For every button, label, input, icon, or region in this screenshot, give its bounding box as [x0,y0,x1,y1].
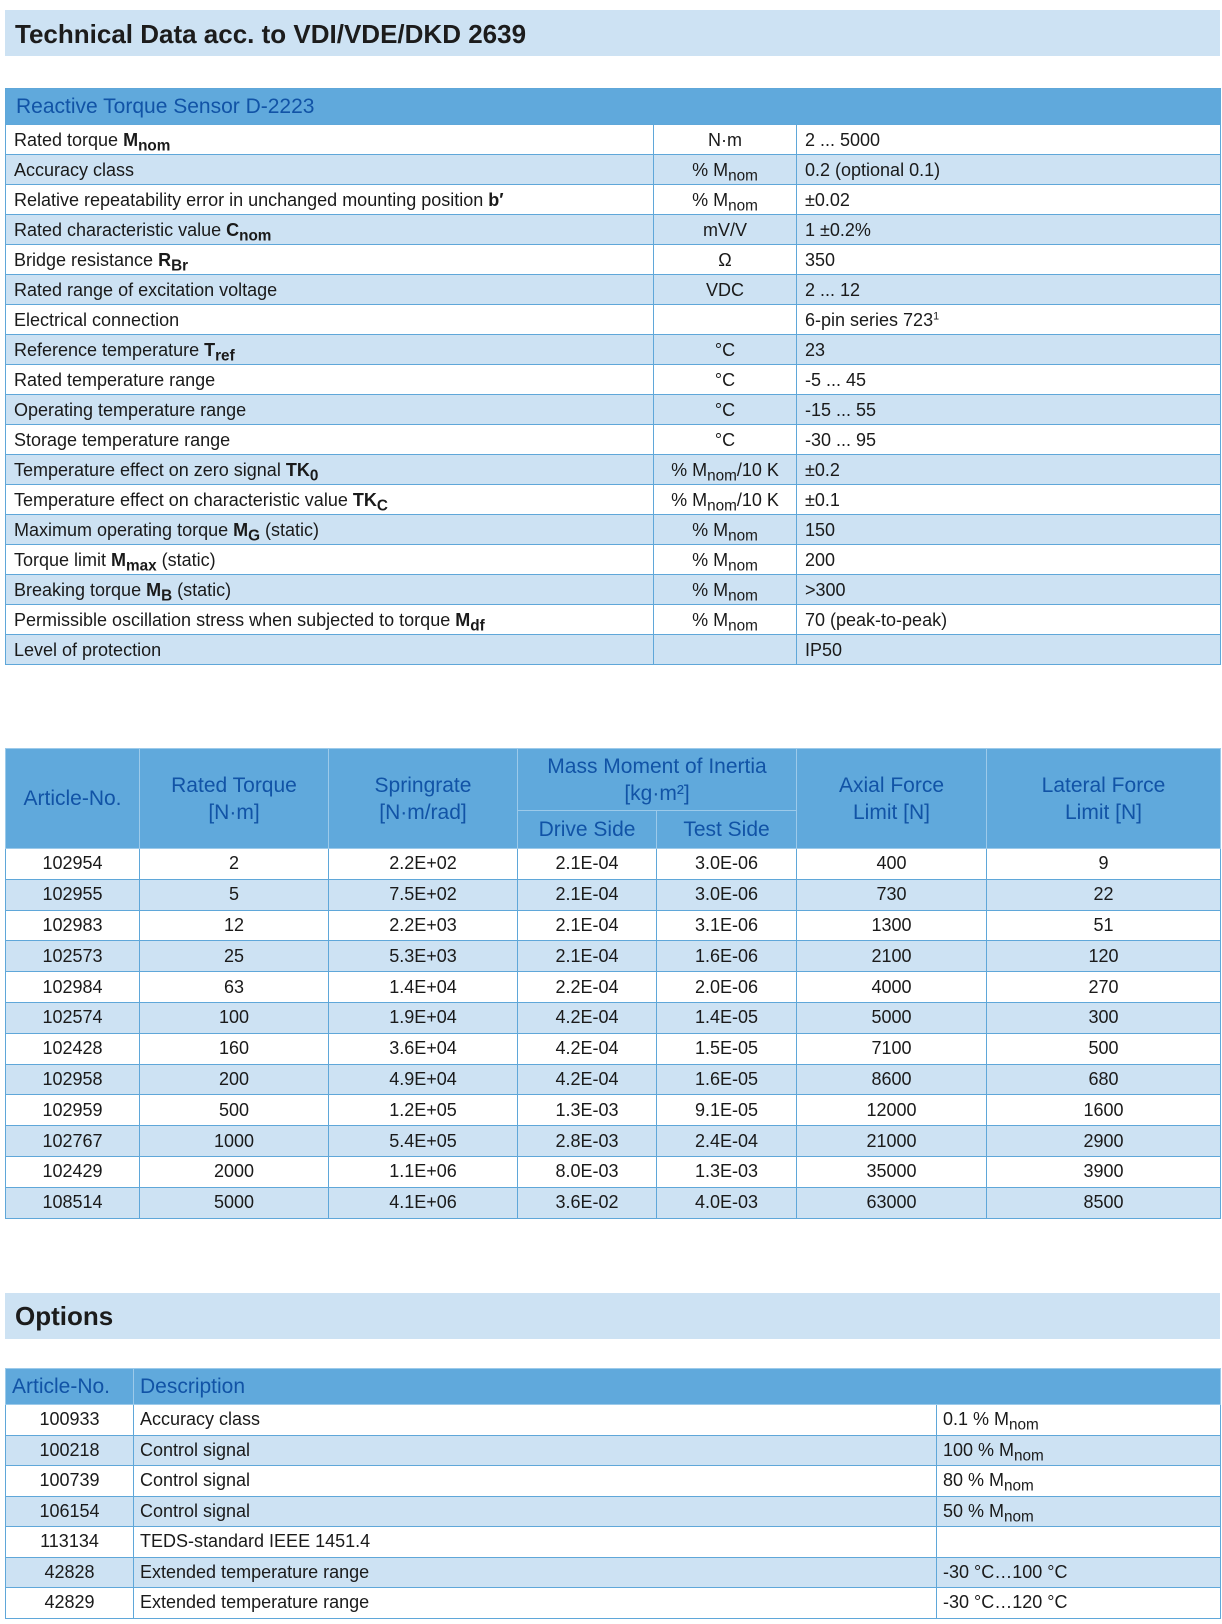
spec-label-text: Maximum operating torque [14,519,234,540]
spec-symbol: $R_{Br}$ [158,249,189,274]
spec-row [6,155,1221,185]
cell-inertia-drive-side: 2.2E-04 [518,972,657,1003]
cell-lateral-force-limit: 120 [987,941,1221,972]
option-description: Control signal [134,1466,937,1497]
spec-unit: °C [654,425,797,455]
cell-inertia-test-side: 1.4E-05 [657,1002,797,1033]
spec-value: 6-pin series $723^1$ [797,305,1221,335]
cell-springrate: 1.4E+04 [329,972,518,1003]
cell-article-no: 102954 [6,849,140,880]
spec-label [6,305,654,335]
cell-springrate: 4.9E+04 [329,1064,518,1095]
cell-axial-force-limit: 63000 [797,1187,987,1218]
cell-inertia-drive-side: 2.1E-04 [518,879,657,910]
article-row [6,1002,1221,1033]
option-article-no: 42829 [6,1588,134,1619]
spec-label-text: Breaking torque [14,579,147,600]
spec-row [6,275,1221,305]
option-row [6,1405,1221,1436]
cell-axial-force-limit: 5000 [797,1002,987,1033]
cell-lateral-force-limit: 9 [987,849,1221,880]
col-test-side: Test Side [657,811,797,849]
cell-springrate: 1.1E+06 [329,1156,518,1187]
cell-inertia-test-side: 9.1E-05 [657,1095,797,1126]
cell-article-no: 102958 [6,1064,140,1095]
cell-inertia-drive-side: 8.0E-03 [518,1156,657,1187]
cell-springrate: 7.5E+02 [329,879,518,910]
cell-rated-torque: 63 [140,972,329,1003]
spec-label: Torque limit $M_{max}$ (static) [6,545,654,575]
spec-value: -5 ... 45 [797,365,1221,395]
cell-springrate: 2.2E+03 [329,910,518,941]
spec-label-text: Permissible oscillation stress when subjected to torque [14,609,456,630]
spec-label-text: Rated torque [14,129,124,150]
spec-label [6,185,654,215]
option-description: Accuracy class [134,1405,937,1436]
spec-label [6,485,654,515]
spec-value: >300 [797,575,1221,605]
spec-label [6,215,654,245]
spec-label [6,425,654,455]
spec-value: 350 [797,245,1221,275]
cell-rated-torque: 200 [140,1064,329,1095]
cell-inertia-drive-side: 2.1E-04 [518,849,657,880]
col-drive-side: Drive Side [518,811,657,849]
col-article-no: Article-No. [6,749,140,849]
spec-unit: % $M_{nom}$ [654,545,797,575]
cell-rated-torque: 100 [140,1002,329,1033]
spec-row [6,395,1221,425]
cell-inertia-test-side: 1.6E-05 [657,1064,797,1095]
option-value: 80 % $M_{nom}$ [937,1466,1221,1497]
spec-row [6,455,1221,485]
spec-label-text: Rated characteristic value [14,219,227,240]
cell-springrate: 5.4E+05 [329,1126,518,1157]
spec-row [6,125,1221,155]
spec-value: 200 [797,545,1221,575]
cell-inertia-test-side: 2.0E-06 [657,972,797,1003]
cell-article-no: 102983 [6,910,140,941]
option-value: 100 % $M_{nom}$ [937,1435,1221,1466]
cell-springrate: 3.6E+04 [329,1033,518,1064]
spec-value: 2 ... 5000 [797,125,1221,155]
spec-unit: mV/V [654,215,797,245]
spec-symbol: $TK_C$ [352,489,388,514]
cell-article-no: 102984 [6,972,140,1003]
spec-value: IP50 [797,635,1221,665]
cell-springrate: 1.9E+04 [329,1002,518,1033]
article-row [6,849,1221,880]
spec-unit: N·m [654,125,797,155]
option-article-no: 42828 [6,1557,134,1588]
spec-symbol: $M_B$ [146,579,173,604]
cell-rated-torque: 2 [140,849,329,880]
spec-value: 0.2 (optional 0.1) [797,155,1221,185]
option-row [6,1466,1221,1497]
cell-axial-force-limit: 21000 [797,1126,987,1157]
cell-inertia-test-side: 3.0E-06 [657,879,797,910]
spec-row [6,635,1221,665]
spec-row [6,245,1221,275]
article-table [5,748,1221,1219]
cell-inertia-drive-side: 2.1E-04 [518,910,657,941]
option-row [6,1588,1221,1619]
cell-inertia-test-side: 3.1E-06 [657,910,797,941]
article-row [6,1156,1221,1187]
spec-row [6,545,1221,575]
option-value: 0.1 % $M_{nom}$ [937,1405,1221,1436]
spec-value: 70 (peak-to-peak) [797,605,1221,635]
cell-article-no: 102428 [6,1033,140,1064]
spec-symbol: $T_{ref}$ [204,339,235,364]
spec-label [6,635,654,665]
option-row [6,1435,1221,1466]
spec-label-text: Operating temperature range [14,399,247,420]
spec-unit [654,305,797,335]
col-axial-force: Axial Force Limit [N] [797,749,987,849]
cell-lateral-force-limit: 300 [987,1002,1221,1033]
option-article-no: 100218 [6,1435,134,1466]
col-option-description: Description [134,1369,1221,1405]
cell-lateral-force-limit: 51 [987,910,1221,941]
cell-lateral-force-limit: 500 [987,1033,1221,1064]
cell-lateral-force-limit: 680 [987,1064,1221,1095]
spec-value: ±0.2 [797,455,1221,485]
cell-axial-force-limit: 12000 [797,1095,987,1126]
cell-lateral-force-limit: 270 [987,972,1221,1003]
spec-row [6,575,1221,605]
cell-axial-force-limit: 2100 [797,941,987,972]
cell-inertia-drive-side: 3.6E-02 [518,1187,657,1218]
spec-row [6,365,1221,395]
spec-label: Breaking torque $M_B$ (static) [6,575,654,605]
cell-article-no: 102955 [6,879,140,910]
spec-value: ±0.02 [797,185,1221,215]
option-value [937,1527,1221,1558]
spec-label [6,365,654,395]
cell-article-no: 102767 [6,1126,140,1157]
spec-label-text: Storage temperature range [14,429,231,450]
spec-unit: °C [654,395,797,425]
spec-symbol: $M_{df}$ [455,609,485,634]
spec-value: -30 ... 95 [797,425,1221,455]
article-row [6,1095,1221,1126]
option-article-no: 106154 [6,1496,134,1527]
spec-unit: % $M_{nom}$ [654,575,797,605]
cell-article-no: 108514 [6,1187,140,1218]
spec-unit: °C [654,335,797,365]
spec-label-text: Rated range of excitation voltage [14,279,278,300]
spec-label-text: Reference temperature [14,339,205,360]
option-description: Control signal [134,1435,937,1466]
spec-label-text: Temperature effect on zero signal [14,459,286,480]
article-row [6,1064,1221,1095]
cell-lateral-force-limit: 2900 [987,1126,1221,1157]
cell-inertia-test-side: 3.0E-06 [657,849,797,880]
options-table [5,1368,1221,1619]
spec-unit: °C [654,365,797,395]
cell-article-no: 102573 [6,941,140,972]
cell-inertia-drive-side: 4.2E-04 [518,1033,657,1064]
spec-label-text: Accuracy class [14,159,135,180]
col-springrate: Springrate [N·m/rad] [329,749,518,849]
article-row [6,1033,1221,1064]
spec-row [6,305,1221,335]
cell-axial-force-limit: 4000 [797,972,987,1003]
cell-lateral-force-limit: 22 [987,879,1221,910]
option-value: -30 °C…100 °C [937,1557,1221,1588]
spec-label-text: Bridge resistance [14,249,159,270]
spec-unit [654,635,797,665]
col-inertia: Mass Moment of Inertia [kg·m²] [518,749,797,811]
cell-article-no: 102959 [6,1095,140,1126]
option-description: TEDS-standard IEEE 1451.4 [134,1527,937,1558]
cell-inertia-test-side: 2.4E-04 [657,1126,797,1157]
cell-springrate: 5.3E+03 [329,941,518,972]
spec-symbol: b′ [488,189,504,210]
cell-springrate: 2.2E+02 [329,849,518,880]
cell-inertia-drive-side: 2.8E-03 [518,1126,657,1157]
option-value: 50 % $M_{nom}$ [937,1496,1221,1527]
spec-value: 2 ... 12 [797,275,1221,305]
cell-axial-force-limit: 400 [797,849,987,880]
spec-unit: VDC [654,275,797,305]
col-rated-torque: Rated Torque [N·m] [140,749,329,849]
cell-axial-force-limit: 7100 [797,1033,987,1064]
spec-label [6,125,654,155]
spec-symbol: $M_{nom}$ [123,129,171,154]
spec-label-text: Temperature effect on characteristic value [14,489,353,510]
cell-lateral-force-limit: 1600 [987,1095,1221,1126]
spec-value: 23 [797,335,1221,365]
cell-axial-force-limit: 730 [797,879,987,910]
cell-rated-torque: 5 [140,879,329,910]
option-value: -30 °C…120 °C [937,1588,1221,1619]
spec-unit: % $M_{nom}$ [654,155,797,185]
cell-inertia-test-side: 4.0E-03 [657,1187,797,1218]
spec-table-title: Reactive Torque Sensor D-2223 [6,89,1221,125]
spec-row [6,605,1221,635]
option-article-no: 100933 [6,1405,134,1436]
col-lateral-force: Lateral Force Limit [N] [987,749,1221,849]
article-row [6,1126,1221,1157]
spec-row [6,485,1221,515]
col-option-article-no: Article-No. [6,1369,134,1405]
cell-springrate: 1.2E+05 [329,1095,518,1126]
option-description: Control signal [134,1496,937,1527]
spec-table [5,88,1221,665]
spec-label-text: Rated temperature range [14,369,216,390]
spec-unit: % $M_{nom}$ [654,605,797,635]
spec-unit: % $M_{nom}$ [654,515,797,545]
cell-inertia-drive-side: 1.3E-03 [518,1095,657,1126]
spec-label-text: Level of protection [14,639,162,660]
spec-label [6,455,654,485]
cell-inertia-test-side: 1.6E-06 [657,941,797,972]
cell-springrate: 4.1E+06 [329,1187,518,1218]
spec-value: -15 ... 55 [797,395,1221,425]
cell-rated-torque: 2000 [140,1156,329,1187]
article-row [6,879,1221,910]
option-description: Extended temperature range [134,1588,937,1619]
spec-value: 1 ±0.2% [797,215,1221,245]
option-row [6,1557,1221,1588]
cell-lateral-force-limit: 3900 [987,1156,1221,1187]
cell-inertia-test-side: 1.3E-03 [657,1156,797,1187]
spec-unit: % $M_{nom}$ [654,185,797,215]
spec-label [6,275,654,305]
cell-rated-torque: 25 [140,941,329,972]
spec-label-text: Relative repeatability error in unchanged mounting position [14,189,489,210]
option-article-no: 100739 [6,1466,134,1497]
spec-label [6,155,654,185]
spec-symbol: $M_{max}$ [111,549,157,574]
article-row [6,1187,1221,1218]
cell-axial-force-limit: 8600 [797,1064,987,1095]
cell-axial-force-limit: 1300 [797,910,987,941]
spec-unit: % $M_{nom}/10$ K [654,485,797,515]
cell-inertia-drive-side: 2.1E-04 [518,941,657,972]
spec-unit: Ω [654,245,797,275]
spec-unit: % $M_{nom}/10$ K [654,455,797,485]
cell-rated-torque: 160 [140,1033,329,1064]
cell-rated-torque: 5000 [140,1187,329,1218]
cell-rated-torque: 12 [140,910,329,941]
spec-symbol: $C_{nom}$ [226,219,272,244]
spec-label-text: Torque limit [14,549,112,570]
spec-row [6,425,1221,455]
cell-lateral-force-limit: 8500 [987,1187,1221,1218]
spec-label-text: Electrical connection [14,309,180,330]
spec-label [6,335,654,365]
spec-label [6,605,654,635]
option-row [6,1527,1221,1558]
cell-axial-force-limit: 35000 [797,1156,987,1187]
article-row [6,910,1221,941]
spec-row [6,335,1221,365]
spec-symbol: $M_G$ [233,519,261,544]
spec-value: 150 [797,515,1221,545]
article-row [6,941,1221,972]
spec-label: Maximum operating torque $M_G$ (static) [6,515,654,545]
cell-article-no: 102574 [6,1002,140,1033]
spec-label [6,395,654,425]
options-title: Options [5,1293,1220,1339]
spec-row [6,185,1221,215]
article-row [6,972,1221,1003]
option-description: Extended temperature range [134,1557,937,1588]
cell-inertia-drive-side: 4.2E-04 [518,1002,657,1033]
spec-symbol: $TK_0$ [285,459,319,484]
option-article-no: 113134 [6,1527,134,1558]
option-row [6,1496,1221,1527]
spec-row [6,515,1221,545]
cell-inertia-drive-side: 4.2E-04 [518,1064,657,1095]
cell-article-no: 102429 [6,1156,140,1187]
spec-value: ±0.1 [797,485,1221,515]
cell-inertia-test-side: 1.5E-05 [657,1033,797,1064]
spec-row [6,215,1221,245]
cell-rated-torque: 500 [140,1095,329,1126]
spec-label [6,245,654,275]
page-title: Technical Data acc. to VDI/VDE/DKD 2639 [5,10,1220,56]
cell-rated-torque: 1000 [140,1126,329,1157]
